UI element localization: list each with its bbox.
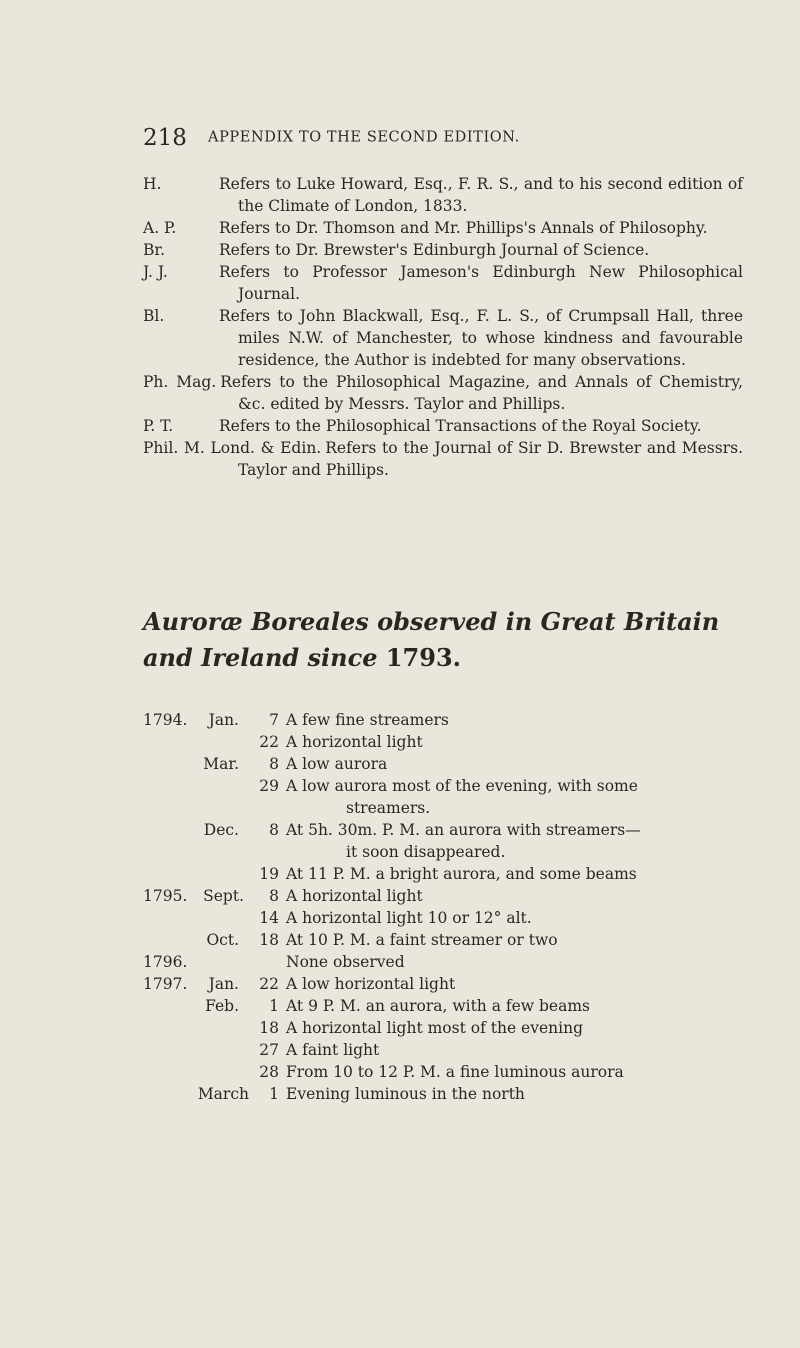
abbreviation-text: Refers to the Philosophical Transactions of the Royal Society. — [219, 417, 702, 435]
running-head — [143, 124, 743, 150]
abbreviation-entry — [143, 217, 743, 239]
abbreviation-entry — [143, 305, 743, 371]
observation-day: 22 — [259, 975, 279, 993]
observation-row — [143, 995, 743, 1017]
abbreviation-text: Refers to Professor Jameson's Edinburgh New Philosophical Journal. — [219, 263, 743, 303]
observation-text: A horizontal light — [286, 887, 423, 905]
observation-day: 22 — [259, 733, 279, 751]
observation-day: 1 — [269, 1085, 279, 1103]
abbreviation-text: Refers to Dr. Thomson and Mr. Phillips's Annals of Philosophy. — [219, 219, 708, 237]
observation-day: 8 — [269, 821, 279, 839]
observation-month: Oct. — [206, 931, 239, 949]
observation-day: 27 — [259, 1041, 279, 1059]
observation-month: Sept. — [203, 887, 244, 905]
observation-text: A low horizontal light — [286, 975, 456, 993]
observation-text: A horizontal light most of the evening — [286, 1019, 584, 1037]
observation-month: Jan. — [208, 711, 239, 729]
page-number: 218 — [143, 124, 187, 151]
observation-day: 18 — [259, 1019, 279, 1037]
observation-day: 8 — [269, 755, 279, 773]
abbreviation-key: Ph. Mag. — [143, 373, 217, 391]
observation-year: 1796. — [143, 953, 188, 971]
observation-row — [143, 973, 743, 995]
observation-day: 14 — [259, 909, 279, 927]
observation-day: 1 — [269, 997, 279, 1015]
abbreviation-entry — [143, 415, 743, 437]
abbreviation-key: P. T. — [143, 417, 174, 435]
observation-row — [143, 951, 743, 973]
observation-month: March — [197, 1085, 249, 1103]
observation-text-continued: streamers. — [346, 799, 431, 817]
observation-day: 28 — [259, 1063, 279, 1081]
abbreviation-entry — [143, 371, 743, 415]
section-heading-year: 1793. — [385, 643, 462, 672]
observation-text: A horizontal light — [286, 733, 423, 751]
observation-text-continued: it soon disappeared. — [346, 843, 506, 861]
aurora-observation-list — [143, 709, 743, 1105]
abbreviation-text: Refers to Luke Howard, Esq., F. R. S., and to his second edition of the Climate of London, 1833. — [219, 175, 743, 215]
observation-text: A faint light — [286, 1041, 380, 1059]
section-heading — [143, 604, 743, 676]
abbreviation-text: Refers to John Blackwall, Esq., F. L. S., of Crumpsall Hall, three miles N.W. of Manchester, to whose kindness and favourable residence, the Author is indebted for many observations. — [219, 307, 743, 369]
abbreviation-text: Refers to Dr. Brewster's Edinburgh Journal of Science. — [219, 241, 650, 259]
abbreviation-key: Phil. M. Lond. & Edin. — [143, 439, 322, 457]
abbreviation-key: Bl. — [143, 307, 165, 325]
running-title: APPENDIX TO THE SECOND EDITION. — [208, 129, 520, 146]
observation-text: At 10 P. M. a faint streamer or two — [286, 931, 558, 949]
observation-row — [143, 863, 743, 885]
observation-row — [143, 753, 743, 775]
abbreviation-key: J. J. — [143, 263, 168, 281]
abbreviation-entry — [143, 261, 743, 305]
abbreviation-entry — [143, 437, 743, 481]
observation-year: 1795. — [143, 887, 188, 905]
observation-text: At 9 P. M. an aurora, with a few beams — [286, 997, 590, 1015]
abbreviation-text: Refers to the Philosophical Magazine, and Annals of Chemistry, &c. edited by Messrs. Taylor and Phillips. — [220, 373, 743, 413]
observation-day: 29 — [259, 777, 279, 795]
observation-text: None observed — [286, 953, 405, 971]
observation-row — [143, 775, 743, 819]
observation-text: At 11 P. M. a bright aurora, and some beams — [286, 865, 637, 883]
observation-row — [143, 929, 743, 951]
observation-row — [143, 1083, 743, 1105]
section-heading-italic: Auroræ Boreales observed in Great Britain and Ireland since — [143, 607, 720, 672]
observation-row — [143, 1017, 743, 1039]
observation-row — [143, 885, 743, 907]
observation-month: Dec. — [203, 821, 239, 839]
observation-month: Mar. — [203, 755, 239, 773]
observation-day: 18 — [259, 931, 279, 949]
abbreviation-key: Br. — [143, 241, 166, 259]
observation-row — [143, 1061, 743, 1083]
observation-text: From 10 to 12 P. M. a fine luminous aurora — [286, 1063, 624, 1081]
observation-text: A low aurora — [286, 755, 388, 773]
observation-month: Feb. — [205, 997, 239, 1015]
abbreviation-list — [143, 173, 743, 481]
observation-row — [143, 907, 743, 929]
observation-row — [143, 819, 743, 863]
observation-row — [143, 731, 743, 753]
observation-row — [143, 709, 743, 731]
abbreviation-key: A. P. — [143, 219, 177, 237]
abbreviation-entry — [143, 173, 743, 217]
abbreviation-entry — [143, 239, 743, 261]
abbreviation-text: Refers to the Journal of Sir D. Brewster and Messrs. Taylor and Phillips. — [238, 439, 743, 479]
observation-text: A horizontal light 10 or 12° alt. — [286, 909, 532, 927]
observation-row — [143, 1039, 743, 1061]
observation-day: 7 — [269, 711, 279, 729]
observation-text: At 5h. 30m. P. M. an aurora with streamers— — [286, 821, 641, 839]
abbreviation-key: H. — [143, 175, 162, 193]
observation-year: 1797. — [143, 975, 188, 993]
observation-year: 1794. — [143, 711, 188, 729]
observation-text: Evening luminous in the north — [286, 1085, 525, 1103]
observation-day: 19 — [259, 865, 279, 883]
observation-text: A few fine streamers — [286, 711, 449, 729]
observation-month: Jan. — [208, 975, 239, 993]
observation-day: 8 — [269, 887, 279, 905]
observation-text: A low aurora most of the evening, with some — [286, 777, 638, 795]
